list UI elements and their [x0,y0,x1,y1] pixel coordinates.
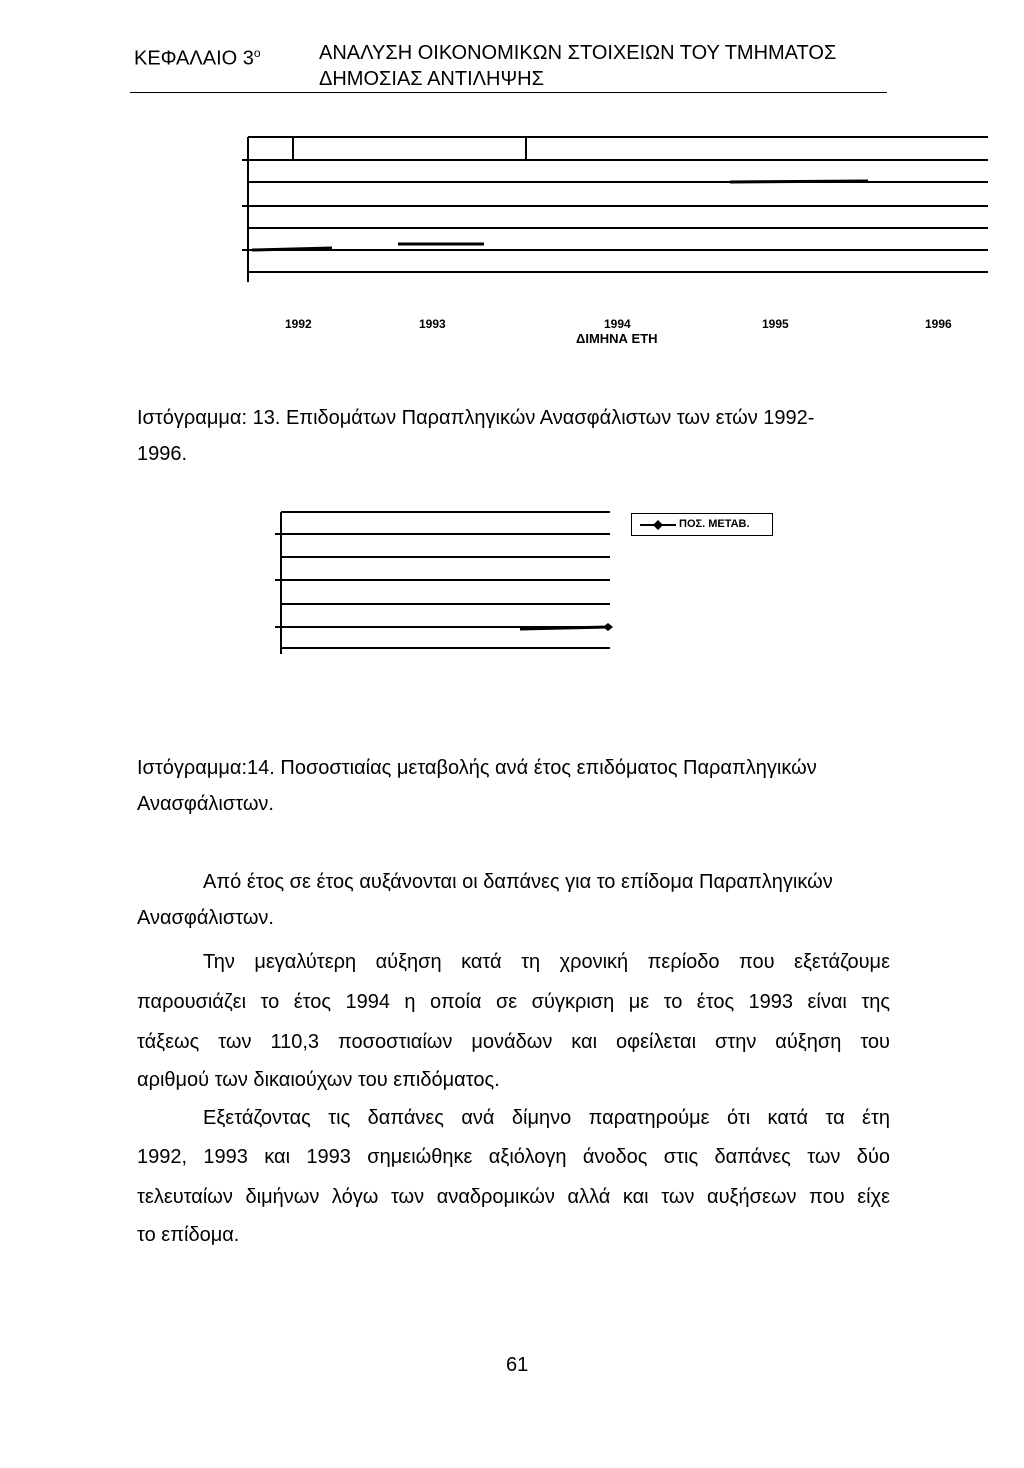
paragraph-2-line4: αριθμού των δικαιούχων του επιδόματος. [137,1069,500,1091]
x-tick-1992: 1992 [285,317,312,331]
header-title-line1: ΑΝΑΛΥΣΗ ΟΙΚΟΝΟΜΙΚΩΝ ΣΤΟΙΧΕΙΩΝ ΤΟΥ ΤΜΗΜΑΤΟΣ [319,42,837,64]
paragraph-3-line1: Εξετάζοντας τις δαπάνες ανά δίμηνο παρατηρούμε ότι κατά τα έτη [203,1107,890,1129]
chart13-caption: Ιστόγραμμα: 13. Επιδομάτων Παραπληγικών Ανασφάλιστων των ετών 1992- [137,407,815,429]
page-number: 61 [506,1354,529,1376]
paragraph-3-line4: το επίδομα. [137,1224,240,1246]
paragraph-3-line3: τελευταίων διμήνων λόγω των αναδρομικών αλλά και των αυξήσεων που είχε [137,1186,890,1208]
header-title-line2: ΔΗΜΟΣΙΑΣ ΑΝΤΙΛΗΨΗΣ [319,68,544,90]
x-axis-label: ΔΙΜΗΝΑ ΕΤΗ [576,331,658,346]
paragraph-2-line1: Την μεγαλύτερη αύξηση κατά τη χρονική περίοδο που εξετάζουμε [203,951,890,973]
x-tick-1994: 1994 [604,317,631,331]
chart13-series-trace [252,248,332,250]
x-tick-1993: 1993 [419,317,446,331]
paragraph-2-line2: παρουσιάζει το έτος 1994 η οποία σε σύγκριση με το έτος 1993 είναι της [137,991,890,1013]
paragraph-1-line2: Ανασφάλιστων. [137,907,274,929]
chart14-caption-cont: Ανασφάλιστων. [137,793,274,815]
paragraph-2-line3: τάξεως των 110,3 ποσοστιαίων μονάδων και οφείλεται στην αύξηση του [137,1031,890,1053]
chapter-superscript: ο [253,46,261,60]
paragraph-1-line1: Από έτος σε έτος αυξάνονται οι δαπάνες για το επίδομα Παραπληγικών [203,871,833,893]
chart14-caption: Ιστόγραμμα:14. Ποσοστιαίας μεταβολής ανά έτος επιδόματος Παραπληγικών [137,757,817,779]
chart-13 [0,0,1024,300]
chart14-data-point [603,623,613,631]
chapter-number: ΚΕΦΑΛΑΙΟ 3 [134,47,254,70]
x-tick-1995: 1995 [762,317,789,331]
paragraph-3-line2: 1992, 1993 και 1993 σημειώθηκε αξιόλογη άνοδος στις δαπάνες των δύο [137,1146,890,1168]
chart-14 [0,500,1024,700]
chart13-caption-cont: 1996. [137,443,188,465]
legend-marker-icon [636,515,680,535]
chart13-series-trace [730,181,868,182]
x-tick-1996: 1996 [925,317,952,331]
chart14-series-line [520,627,608,629]
chart14-legend [631,513,773,536]
legend-label: ΠΟΣ. ΜΕΤΑΒ. [679,518,750,530]
